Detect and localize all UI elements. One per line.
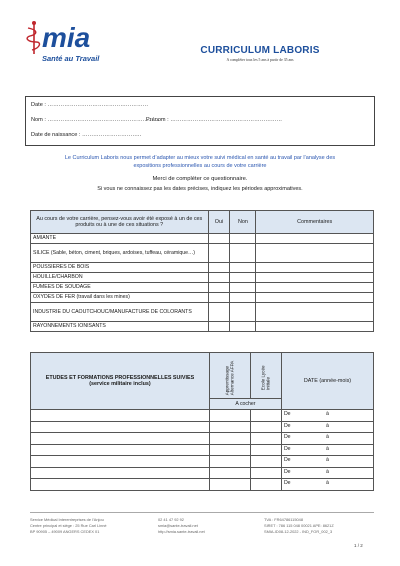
exposure-label: SILICE (Sable, béton, ciment, briques, ardoises, tuffeau, céramique…): [31, 244, 209, 263]
prenom-field[interactable]: Prénom : ……………………………………………………: [146, 117, 283, 123]
ecole-check-cell[interactable]: [250, 467, 281, 479]
footer-website-link[interactable]: http://smia.sante-travail.net: [158, 529, 205, 535]
table-row: [31, 273, 374, 283]
apprentissage-check-cell[interactable]: [209, 421, 250, 433]
table-row: [31, 234, 374, 244]
table-row: [31, 444, 374, 456]
footer-line: Centre principal et siège : 25 Rue Carl Linné: [30, 523, 107, 529]
date-range-cell[interactable]: [281, 433, 373, 445]
comment-cell[interactable]: [256, 263, 374, 273]
apprentissage-header: [209, 353, 250, 399]
footer-contact: [158, 517, 205, 535]
ecole-check-cell[interactable]: [250, 410, 281, 422]
date-to-label: à: [325, 411, 329, 417]
table-row: [31, 303, 374, 322]
date-field[interactable]: Date : ………………………………………………: [31, 102, 149, 108]
table-row: [31, 410, 374, 422]
non-cell[interactable]: [230, 303, 256, 322]
non-cell[interactable]: [230, 273, 256, 283]
intro-line-2: expositions professionnelles au cours de votre carrière: [133, 163, 267, 169]
oui-cell[interactable]: [208, 244, 230, 263]
date-from-label: De: [283, 422, 291, 429]
non-header: Non: [230, 211, 256, 234]
footer-email-link[interactable]: smia@sante-travail.net: [158, 523, 198, 529]
non-cell[interactable]: [230, 283, 256, 293]
date-range-cell[interactable]: [281, 444, 373, 456]
footer-line: BP 90905 – 49009 ANGERS CEDEX 01: [30, 529, 100, 535]
exposure-label: POUSSIERES DE BOIS: [31, 263, 209, 273]
training-entry-cell[interactable]: [31, 421, 210, 433]
birthdate-field[interactable]: Date de naissance : …………………………..: [31, 132, 142, 138]
footer-address: [30, 517, 107, 535]
date-to-label: à: [325, 457, 329, 463]
comment-cell[interactable]: [256, 234, 374, 244]
footer-line: SMIA-ID08-12-2022 - IND_FOR_002_3: [264, 529, 333, 535]
exposure-label: RAYONNEMENTS IONISANTS: [31, 322, 209, 332]
apprentissage-check-cell[interactable]: [209, 467, 250, 479]
oui-cell[interactable]: [208, 263, 230, 273]
date-to-label: à: [325, 445, 329, 452]
apprentissage-check-cell[interactable]: [209, 456, 250, 468]
comment-cell[interactable]: [256, 293, 374, 303]
ecole-check-cell[interactable]: [250, 479, 281, 491]
commentaires-header: Commentaires: [256, 211, 374, 234]
exposure-table: [30, 210, 374, 332]
footer-divider: [30, 512, 374, 513]
a-cocher-header: A cocher: [209, 398, 281, 409]
date-range-cell[interactable]: [281, 467, 373, 479]
training-table: [30, 352, 374, 491]
table-row: [31, 433, 374, 445]
footer-line: Service Médical Interentreprises de l’Anjou: [30, 517, 104, 522]
table-row: [31, 322, 374, 332]
table-row: [31, 244, 374, 263]
date-from-label: De: [283, 445, 291, 452]
date-range-cell[interactable]: [281, 479, 373, 491]
apprentissage-check-cell[interactable]: [209, 410, 250, 422]
table-row: [31, 293, 374, 303]
intro-line-1: Le Curriculum Laboris nous permet d’adapter au mieux votre suivi médical en santé au travail par l’analyse des: [64, 155, 336, 161]
date-range-cell[interactable]: [281, 410, 373, 422]
logo-tagline: Santé au Travail: [42, 54, 100, 63]
date-from-label: De: [283, 468, 291, 475]
document-title: CURRICULUM LABORIS: [200, 45, 320, 56]
comment-cell[interactable]: [256, 322, 374, 332]
date-to-label: à: [325, 434, 329, 440]
table-row: [31, 479, 374, 491]
comment-cell[interactable]: [256, 273, 374, 283]
footer-phone: 02 41 47 92 92: [158, 517, 184, 522]
oui-cell[interactable]: [208, 283, 230, 293]
table-row: [31, 283, 374, 293]
oui-header: Oui: [208, 211, 230, 234]
date-to-label: à: [325, 422, 329, 429]
oui-cell[interactable]: [208, 303, 230, 322]
apprentissage-label: Apprentissage Alternance AFPA: [224, 360, 235, 396]
ecole-check-cell[interactable]: [250, 444, 281, 456]
date-from-label: De: [283, 480, 291, 486]
training-subtitle: (service militaire inclus): [89, 381, 151, 387]
footer-legal: [264, 517, 334, 535]
training-entry-cell[interactable]: [31, 479, 210, 491]
training-entry-cell[interactable]: [31, 444, 210, 456]
exposure-header-row: [31, 211, 374, 234]
date-to-label: à: [325, 480, 329, 486]
comment-cell[interactable]: [256, 244, 374, 263]
non-cell[interactable]: [230, 244, 256, 263]
nom-field[interactable]: Nom : ……………………………………………………: [31, 117, 160, 123]
table-row: [31, 421, 374, 433]
date-range-cell[interactable]: [281, 421, 373, 433]
exposure-label: AMIANTE: [31, 234, 209, 244]
date-to-label: à: [325, 468, 329, 475]
logo-mia-text: mia: [42, 22, 91, 53]
non-cell[interactable]: [230, 234, 256, 244]
training-title-header: [31, 353, 210, 410]
logo: [22, 18, 112, 68]
ecole-check-cell[interactable]: [250, 456, 281, 468]
ecole-header: [250, 353, 281, 399]
training-entry-cell[interactable]: [31, 456, 210, 468]
table-row: [31, 456, 374, 468]
page-number: 1 / 2: [354, 543, 363, 548]
document-subtitle: A compléter tous les 5 ans à partir de 35 ans: [226, 58, 294, 62]
date-from-label: De: [283, 457, 291, 463]
exposure-label: FUMEES DE SOUDAGE: [31, 283, 209, 293]
training-entry-cell[interactable]: [31, 410, 210, 422]
intro-line-3: Merci de compléter ce questionnaire.: [152, 176, 248, 182]
exposure-label: INDUSTRIE DU CAOUTCHOUC/MANUFACTURE DE COLORANTS: [31, 303, 209, 322]
intro-line-4: Si vous ne connaissez pas les dates précises, indiquez les périodes approximatives.: [97, 186, 303, 192]
oui-cell[interactable]: [208, 273, 230, 283]
footer-line: TVA : FR64786115048: [264, 517, 304, 522]
ecole-label: Ecole Lycée Initiale: [260, 365, 271, 391]
ecole-check-cell[interactable]: [250, 421, 281, 433]
footer-line: SIRET : 786 115 048 00021 APE: 8621Z: [264, 523, 334, 529]
ecole-check-cell[interactable]: [250, 433, 281, 445]
training-title: ETUDES ET FORMATIONS PROFESSIONNELLES SUIVIES: [45, 375, 195, 381]
exposure-label: HOUILLE/CHARBON: [31, 273, 209, 283]
non-cell[interactable]: [230, 293, 256, 303]
apprentissage-check-cell[interactable]: [209, 433, 250, 445]
training-entry-cell[interactable]: [31, 433, 210, 445]
table-row: [31, 263, 374, 273]
non-cell[interactable]: [230, 322, 256, 332]
table-row: [31, 467, 374, 479]
comment-cell[interactable]: [256, 303, 374, 322]
apprentissage-check-cell[interactable]: [209, 444, 250, 456]
exposure-label: OXYDES DE FER (travail dans les mines): [31, 293, 209, 303]
date-from-label: De: [283, 434, 291, 440]
oui-cell[interactable]: [208, 234, 230, 244]
exposure-question-header: Au cours de votre carrière, pensez-vous avoir été exposé à un de ces produits ou à une de ces situations ?: [31, 211, 209, 234]
oui-cell[interactable]: [208, 322, 230, 332]
training-entry-cell[interactable]: [31, 467, 210, 479]
oui-cell[interactable]: [208, 293, 230, 303]
comment-cell[interactable]: [256, 283, 374, 293]
apprentissage-check-cell[interactable]: [209, 479, 250, 491]
date-header: DATE (année-mois): [281, 353, 373, 410]
date-from-label: De: [283, 411, 291, 417]
training-header-row: [31, 353, 374, 399]
non-cell[interactable]: [230, 263, 256, 273]
date-range-cell[interactable]: [281, 456, 373, 468]
